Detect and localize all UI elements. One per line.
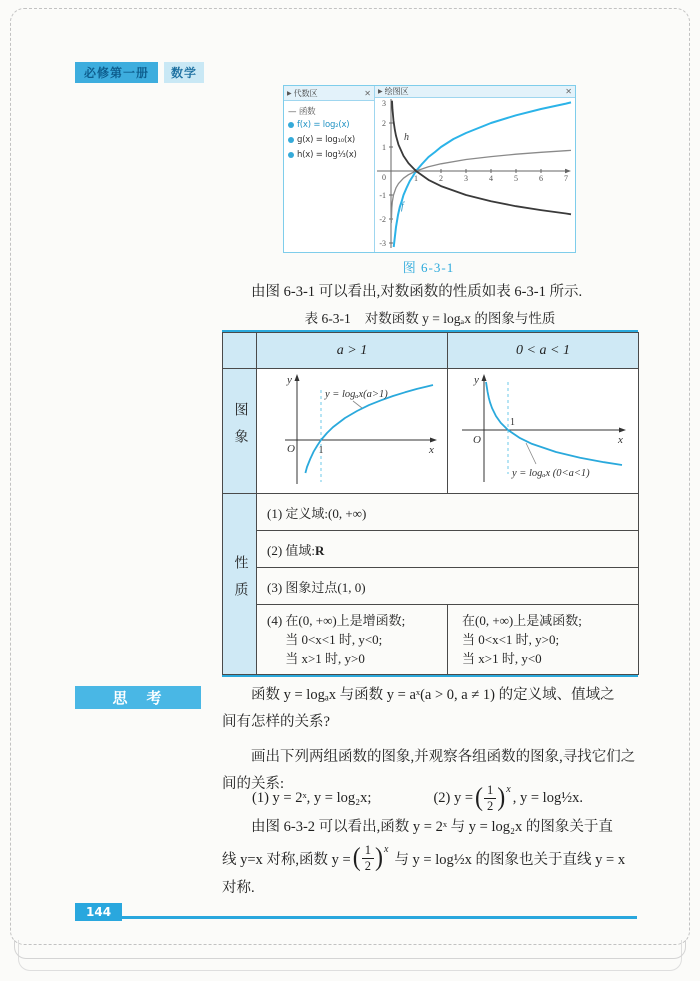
property-monotonic-decreasing: 在(0, +∞)上是减函数; 当 0<x<1 时, y>0; 当 x>1 时, y<0 [448,605,639,675]
geogebra-window [283,85,576,253]
svg-text:2: 2 [439,174,443,183]
footer-rule [113,916,637,919]
y-axis-label: y [287,374,292,386]
property-row-3 [223,568,639,605]
graph-row [223,369,639,494]
svg-text:-3: -3 [379,239,386,248]
page-stack-line-inner [14,940,686,959]
log-graph-increasing [261,370,443,488]
x-equals-1-label: 1 [510,417,515,428]
svg-text:7: 7 [564,174,568,183]
row-label-graph: 图象 [223,369,257,494]
x-axis-label: x [618,434,623,446]
graphics-panel-title: 绘图区 [384,87,409,96]
property-range: (2) 值域:R [257,531,639,568]
y-axis-label: y [474,374,479,386]
table-number: 表 6-3-1 [304,311,351,326]
function-g-label: g(x) = log₁₀(x) [297,135,356,145]
properties-table [222,330,638,677]
table-header-row [223,333,639,369]
graph-a-gt-1-cell [257,369,448,494]
property-row-1 [223,494,639,531]
property-domain: (1) 定义域:(0, +∞) [257,494,639,531]
svg-text:-2: -2 [379,215,386,224]
function-h-label: h(x) = log⅓(x) [297,150,357,160]
fraction-one-half-power-x: ( $\frac{1}{2}$ ) x [352,843,389,873]
figure-caption: 图 6-3-1 [402,260,455,275]
x-axis-label: x [429,444,434,456]
draw-line-1: 画出下列两组函数的图象,并观察各组函数的图象,寻找它们之 [251,749,636,765]
fraction-one-half-power-x: ( $\frac{1}{2}$ ) x [475,783,511,813]
think-line-1: 函数 y = logₐx 与函数 y = aˣ(a > 0, a ≠ 1) 的定义域、值域之 [251,687,615,703]
range-value: R [315,542,325,558]
svg-text:6: 6 [539,174,543,183]
function-bullet-icon [288,122,294,128]
close-icon: ✕ [364,88,371,98]
function-item-g [288,135,372,145]
svg-text:-1: -1 [379,191,386,200]
svg-text:3: 3 [382,99,386,108]
intro-paragraph: 由图 6-3-1 可以看出,对数函数的性质如表 6-3-1 所示. [251,284,583,300]
algebra-panel-title: 代数区 [293,88,318,98]
origin-label: O [287,443,295,455]
formula-group-1: (1) y = 2ˣ, y = log₂x; [252,789,372,806]
svg-text:3: 3 [464,174,468,183]
axis-tick-labels [379,99,568,248]
think-line-2: 间有怎样的关系? [222,714,330,730]
origin-label: O [473,434,481,446]
tree-root-label: 函数 [298,107,316,117]
algebra-panel-header [284,86,374,101]
property-fixed-point: (3) 图象过点(1, 0) [257,568,639,605]
triangle-right-icon: ▶ [287,89,292,97]
page-header [75,62,204,83]
svg-text:1: 1 [414,174,418,183]
triangle-right-icon: ▶ [378,88,383,95]
graphics-panel [375,86,575,252]
graphics-panel-header [375,86,575,98]
function-item-f [288,120,372,130]
graphics-panel-body [375,98,575,253]
x-axis-arrow-icon [619,428,626,433]
function-f-label: f(x) = log₂(x) [297,120,350,130]
function-item-h [288,150,372,160]
function-bullet-icon [288,137,294,143]
function-bullet-icon [288,152,294,158]
close-icon: ✕ [565,87,572,96]
curve-g-log10x [391,150,571,223]
curve-f-label: f [401,201,404,212]
think-badge: 思 考 [75,686,201,709]
y-axis-arrow-icon [295,374,300,381]
subject-badge: 数学 [164,62,204,83]
svg-text:2: 2 [382,119,386,128]
conclusion-line-3: 对称. [222,880,255,896]
curve-log-0-lt-a-lt-1 [486,382,622,465]
tree-dash-icon: — [288,107,297,117]
log-graph-decreasing [452,370,634,488]
algebra-panel-body [284,101,374,165]
curve-equation-label: y = logₐx(a>1) [325,389,388,400]
property-row-2 [223,531,639,568]
svg-text:1: 1 [382,143,386,152]
x-axis-arrow-icon [430,438,437,443]
formula-group-2: (2) y = ( $\frac{1}{2}$ ) x , y = log½x. [433,783,583,813]
y-axis-arrow-icon [482,374,487,381]
label-leader-line [526,443,536,464]
curve-equation-label: y = logₐx (0<a<1) [512,468,590,479]
x-equals-1-label: 1 [318,445,324,456]
table-title-text: 对数函数 y = logₐx 的图象与性质 [364,311,556,326]
property-row-4 [223,605,639,675]
row-label-properties: 性质 [223,494,257,675]
function-tree-root [288,105,372,117]
curve-h-label: h [404,132,409,143]
corner-cell [223,333,257,369]
formula-row [222,780,640,816]
think-paragraph [222,682,640,736]
algebra-panel [284,86,375,252]
svg-text:5: 5 [514,174,518,183]
page-number-badge: 144 [75,903,122,921]
conclusion-line-2: 线 y=x 对称,函数 y = ( $\frac{1}{2}$ ) x 与 y = log½x 的图象也关于直线 y = x [222,843,626,873]
col-header-a-gt-1: a > 1 [257,333,448,369]
draw-line-2: 间的关系: [222,776,285,792]
col-header-0-lt-a-lt-1: 0 < a < 1 [448,333,639,369]
series-badge: 必修第一册 [75,62,158,83]
property-monotonic-increasing: (4) 在(0, +∞)上是增函数; 当 0<x<1 时, y<0; 当 x>1 时, y>0 [257,605,448,675]
graph-0-lt-a-lt-1-cell [448,369,639,494]
svg-text:4: 4 [489,174,493,183]
svg-text:0: 0 [382,173,386,182]
log-functions-plot [375,98,573,249]
label-leader-line [353,401,362,408]
conclusion-line-1: 由图 6-3-2 可以看出,函数 y = 2ˣ 与 y = log₂x 的图象关于直 [251,819,613,835]
table-title [222,307,638,327]
